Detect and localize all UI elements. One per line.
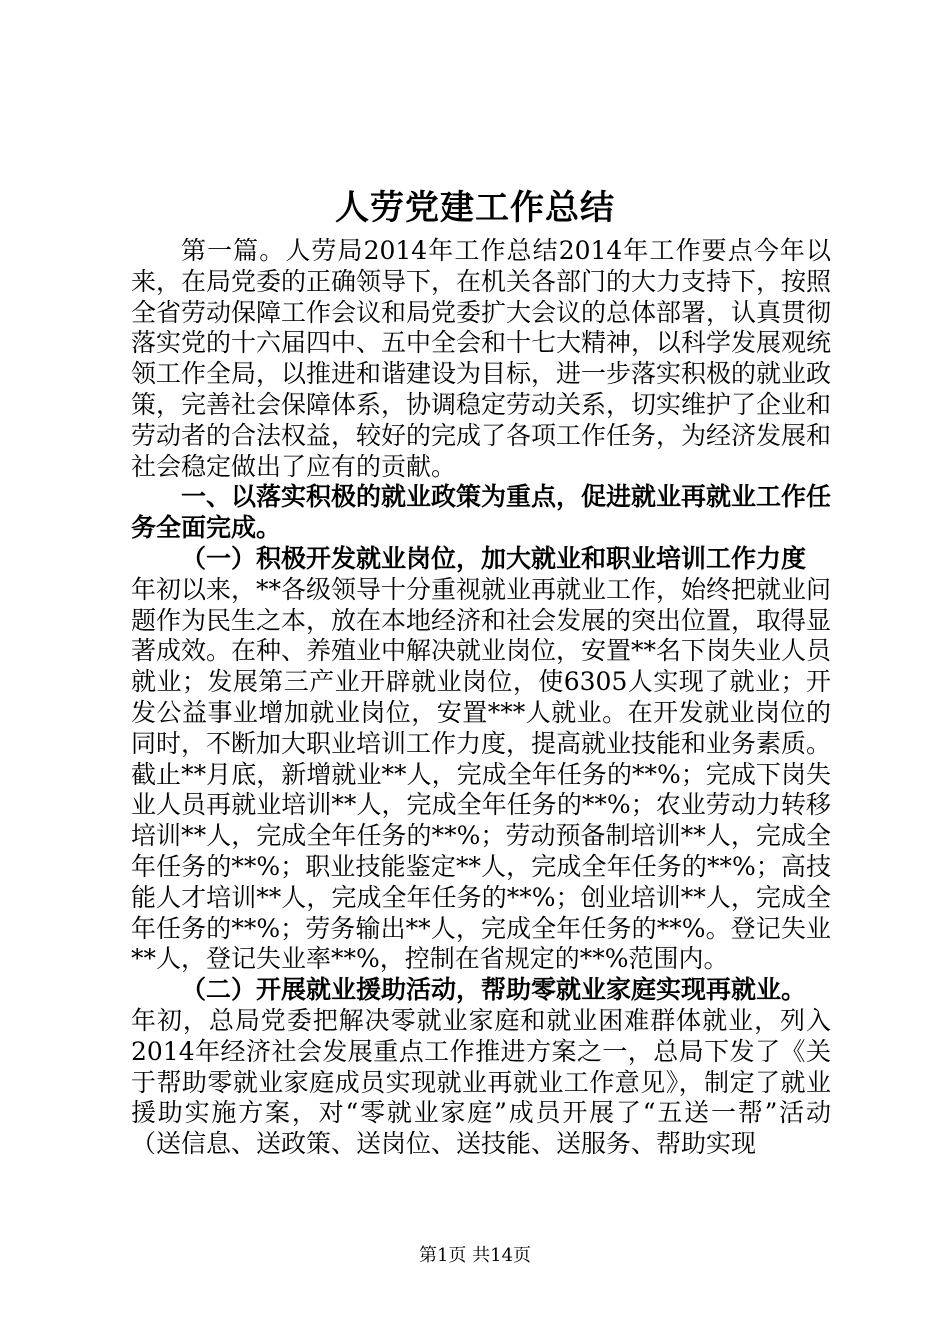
page-number-footer: 第1页 共14页 <box>418 1245 532 1266</box>
document-title: 人劳党建工作总结 <box>335 188 615 228</box>
subsection-heading-1: （一）积极开发就业岗位，加大就业和职业培训工作力度 <box>181 543 807 573</box>
intro-paragraph: 第一篇。人劳局2014年工作总结2014年工作要点今年以来，在局党委的正确领导下，在机关各部门的大力支持下，按照全省劳动保障工作会议和局党委扩大会议的总体部署，认真贯彻落实党的十六届四中、五中全会和十七大精神，以科学发展观统领工作全局，以推进和谐建设为目标，进一步落实积极的就业政策，完善社会保障体系，协调稳定劳动关系，切实维护了企业和劳动者的合法权益，较好的完成了各项工作任务，为经济发展和社会稳定做出了应有的贡献。 <box>131 236 832 481</box>
section-heading-1: 一、以落实积极的就业政策为重点，促进就业再就业工作任务全面完成。 <box>131 482 832 543</box>
subsection-heading-2: （二）开展就业援助活动，帮助零就业家庭实现再就业。 <box>181 975 807 1005</box>
subsection-body-1: 年初以来，**各级领导十分重视就业再就业工作，始终把就业问题作为民生之本，放在本地经济和社会发展的突出位置，取得显著成效。在种、养殖业中解决就业岗位，安置**名下岗失业人员就业；发展第三产业开辟就业岗位，使6305人实现了就业；开发公益事业增加就业岗位，安置***人就业。在开发就业岗位的同时，不断加大职业培训工作力度，提高就业技能和业务素质。截止**月底，新增就业**人，完成全年任务的**%；完成下岗失业人员再就业培训**人，完成全年任务的**%；农业劳动力转移培训**人，完成全年任务的**%；劳动预备制培训**人，完成全年任务的**%；职业技能鉴定**人，完成全年任务的**%；高技能人才培训**人，完成全年任务的**%；创业培训**人，完成全年任务的**%；劳务输出**人，完成全年任务的**%。登记失业**人，登记失业率**%，控制在省规定的**%范围内。 <box>131 574 832 974</box>
subsection-body-2: 年初，总局党委把解决零就业家庭和就业困难群体就业，列入2014年经济社会发展重点工作推进方案之一，总局下发了《关于帮助零就业家庭成员实现就业再就业工作意见》，制定了就业援助实施方案，对“零就业家庭”成员开展了“五送一帮”活动（送信息、送政策、送岗位、送技能、送服务、帮助实现 <box>131 1005 831 1159</box>
document-body <box>131 236 831 1160</box>
